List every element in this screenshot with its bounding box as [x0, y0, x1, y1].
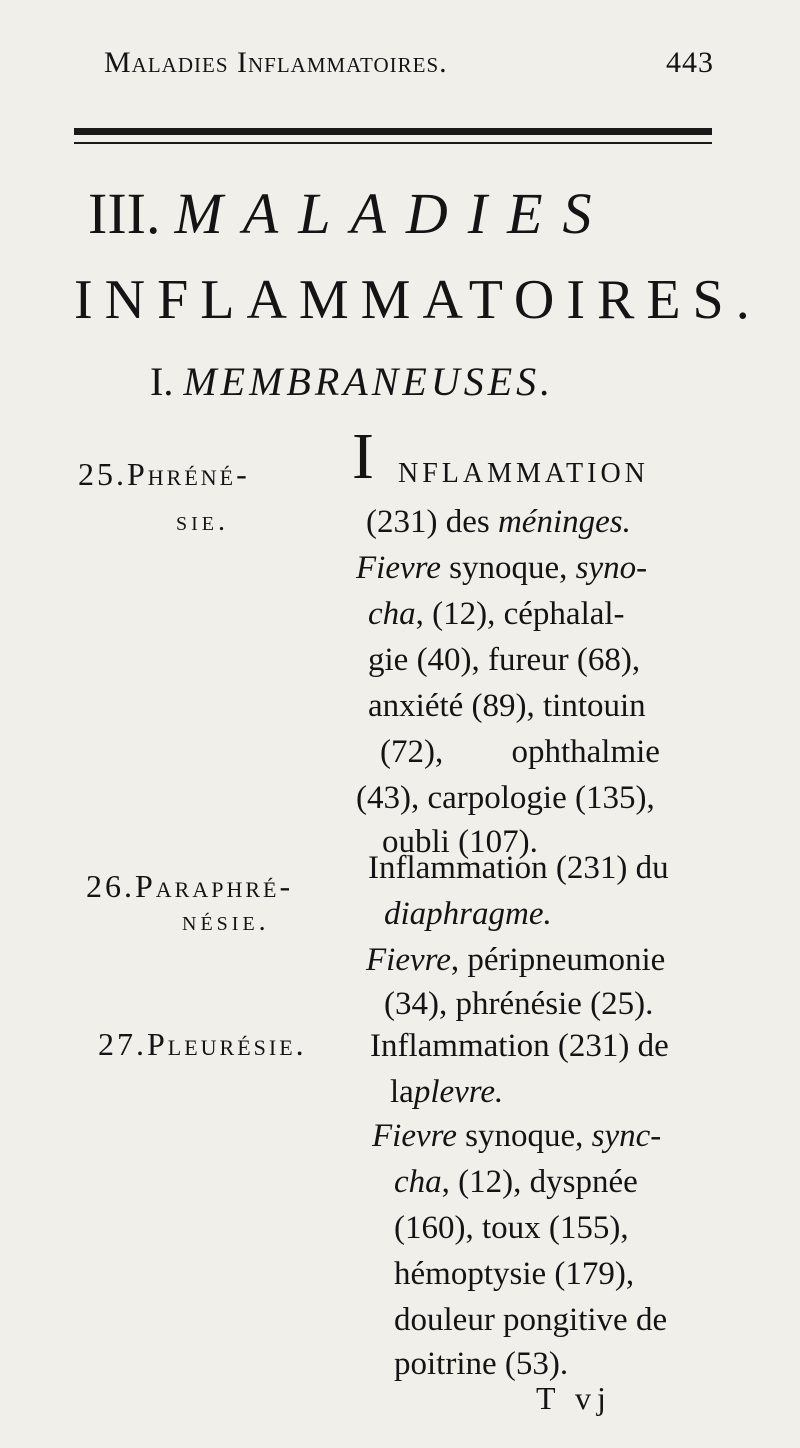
entry-27-heading [98, 1026, 307, 1063]
entry-25-line: cha, (12), céphalal- [368, 596, 625, 632]
entry-26-line: Inflammation (231) du [368, 850, 669, 886]
page-number: 443 [666, 46, 714, 79]
class-title-italic: MALADIES [174, 181, 612, 246]
entry-number: 27. [98, 1026, 147, 1062]
entry-25-line: gie (40), fureur (68), [368, 642, 641, 678]
entry-number: 26. [86, 868, 135, 904]
drop-initial: I [352, 420, 374, 493]
entry-27-line: Inflammation (231) de [370, 1028, 669, 1064]
entry-25-line: Fievre synoque, syno- [356, 550, 648, 586]
entry-26-line: diaphragme. [384, 896, 552, 932]
entry-27-line: poitrine (53). [394, 1346, 569, 1382]
signature-mark: T vj [536, 1380, 612, 1416]
entry-name: Paraphré- [135, 868, 294, 904]
header-rule-thick [74, 128, 712, 135]
header-rule-thin [74, 142, 712, 144]
entry-name: Phréné- [127, 456, 250, 492]
entry-25-line: oubli (107). [382, 824, 538, 860]
entry-25-line: (43), carpologie (135), [356, 780, 655, 816]
class-number: III. [88, 181, 161, 246]
entry-27-line: Fievre synoque, sync- [372, 1118, 662, 1154]
entry-27-line: laplevre. [390, 1074, 504, 1110]
entry-27-line: hémoptysie (179), [394, 1256, 635, 1292]
entry-name: Pleurésie. [147, 1026, 307, 1062]
entry-25-line: (72), ophthalmie [380, 734, 660, 770]
running-title: Maladies Inflammatoires. [104, 46, 448, 79]
entry-26-line: Fievre, péripneumonie [366, 942, 666, 978]
entry-26-line: (34), phrénésie (25). [384, 986, 654, 1022]
order-number: I. [150, 359, 174, 404]
entry-26-heading [86, 868, 293, 905]
class-title-line2: INFLAMMATOIRES. [74, 269, 762, 331]
entry-27-line: (160), toux (155), [394, 1210, 629, 1246]
entry-25-line: anxiété (89), tintouin [368, 688, 646, 724]
entry-25-line: NFLAMMATION [398, 458, 649, 489]
running-head [104, 46, 714, 80]
entry-25-heading [78, 456, 250, 493]
order-heading [150, 358, 554, 405]
entry-25-name-cont: sie. [176, 506, 229, 537]
entry-27-line: douleur pongitive de [394, 1302, 668, 1338]
entry-number: 25. [78, 456, 127, 492]
class-heading [88, 180, 612, 247]
entry-25-line: (231) des méninges. [366, 504, 631, 540]
entry-27-line: cha, (12), dyspnée [394, 1164, 638, 1200]
entry-26-name-cont: nésie. [182, 906, 270, 937]
order-title: MEMBRANEUSES. [183, 359, 555, 404]
